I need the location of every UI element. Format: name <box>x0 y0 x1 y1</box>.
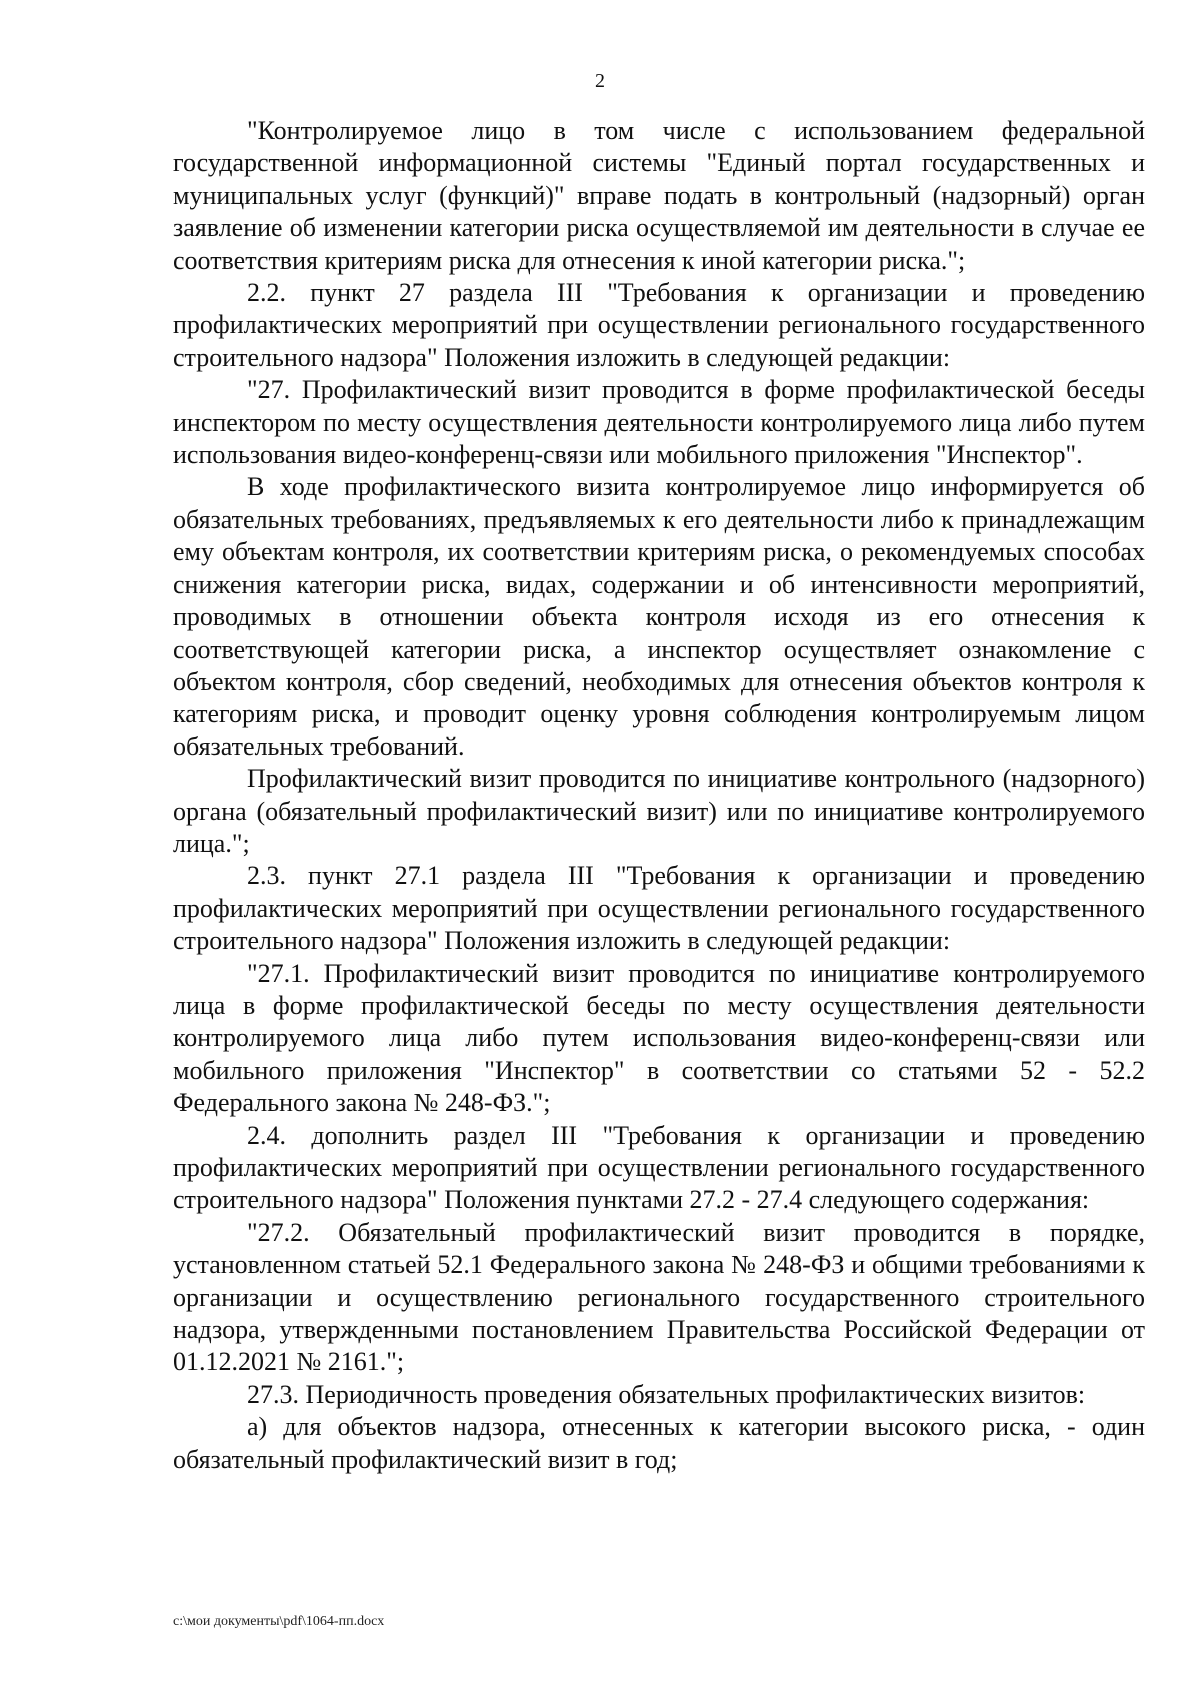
paragraph: Профилактический визит проводится по инициативе контрольного (надзорного) органа (обязательный профилактический визит) или по инициативе контролируемого лица."; <box>173 764 1145 858</box>
paragraph: 27.3. Периодичность проведения обязательных профилактических визитов: <box>247 1379 1086 1409</box>
paragraph: "27. Профилактический визит проводится в форме профилактической беседы инспектором по месту осуществления деятельности контролируемого лица либо путем использования видео-конференц-связи или мобильного приложения "Инспектор". <box>173 375 1145 470</box>
paragraph: 2.2. пункт 27 раздела III "Требования к организации и проведению профилактических мероприятий при осуществлении регионального государственного строительного надзора" Положения изложить в следующей редакции: <box>173 278 1145 372</box>
paragraph: "27.1. Профилактический визит проводится по инициативе контролируемого лица в форме профилактической беседы по месту осуществления деятельности контролируемого лица либо путем использования видео-конференц-связи или мобильного приложения "Инспектор" в соответствии со статьями 52 - 52.2 Федерального закона № 248-ФЗ."; <box>173 958 1145 1118</box>
paragraph: 2.4. дополнить раздел III "Требования к организации и проведению профилактических мероприятий при осуществлении регионального государственного строительного надзора" Положения пунктами 27.2 - 27.4 следующего содержания: <box>173 1120 1145 1215</box>
paragraph: В ходе профилактического визита контролируемое лицо информируется об обязательных требованиях, предъявляемых к его деятельности либо к принадлежащим ему объектам контроля, их соответствии критериям риска, о рекомендуемых способах снижения категории риска, видах, содержании и об интенсивности мероприятий, проводимых в отношении объекта контроля исходя из его отнесения к соответствующей категории риска, а инспектор осуществляет ознакомление с объектом контроля, сбор сведений, необходимых для отнесения объектов контроля к категориям риска, и проводит оценку уровня соблюдения контролируемым лицом обязательных требований. <box>173 472 1145 761</box>
paragraph: а) для объектов надзора, отнесенных к категории высокого риска, - один обязательный профилактический визит в год; <box>173 1412 1145 1474</box>
page-number: 2 <box>595 70 605 92</box>
document-body <box>173 115 1145 1476</box>
paragraph: "27.2. Обязательный профилактический визит проводится в порядке, установленном статьей 52.1 Федерального закона № 248-ФЗ и общими требованиями к организации и осуществлению регионального государственного строительного надзора, утвержденными постановлением Правительства Российской Федерации от 01.12.2021 № 2161."; <box>173 1217 1145 1377</box>
paragraph: 2.3. пункт 27.1 раздела III "Требования к организации и проведению профилактических мероприятий при осуществлении регионального государственного строительного надзора" Положения изложить в следующей редакции: <box>173 861 1145 956</box>
paragraph: "Контролируемое лицо в том числе с использованием федеральной государственной информационной системы "Единый портал государственных и муниципальных услуг (функций)" вправе подать в контрольный (надзорный) орган заявление об изменении категории риска осуществляемой им деятельности в случае ее соответствия критериям риска для отнесения к иной категории риска."; <box>173 116 1145 275</box>
footer-file-path: c:\мои документы\pdf\1064-пп.docx <box>173 1614 385 1629</box>
